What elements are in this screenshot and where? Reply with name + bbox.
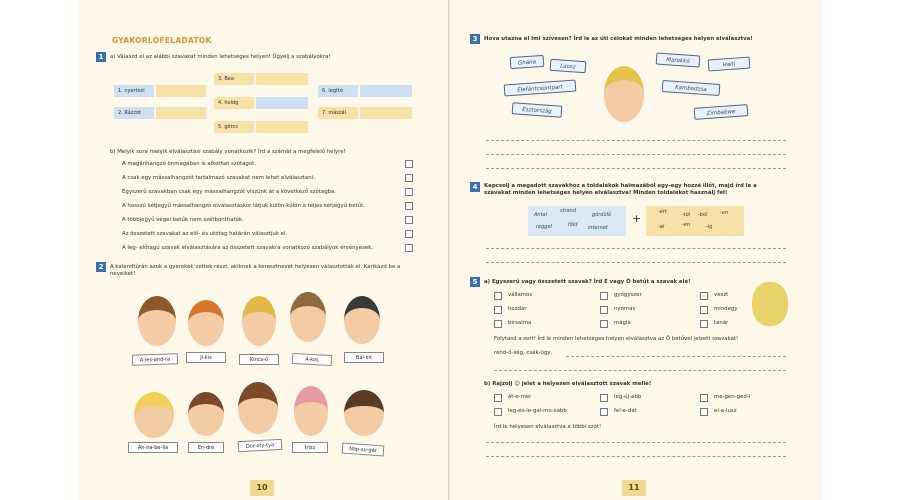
- suffix-item: -ig: [706, 224, 713, 230]
- answer-checkbox[interactable]: [494, 408, 502, 416]
- word-item: tanár: [714, 320, 729, 326]
- rule-number-box[interactable]: [405, 216, 413, 224]
- exercise-1b-instruction: b) Melyik sora melyik elválasztási szabály vonatkozik? Írd a számát a megfelelő helyre!: [110, 149, 346, 155]
- suffix-item: -ból: [698, 212, 708, 218]
- name-tag[interactable]: Ji-kis: [186, 352, 226, 363]
- child-illustration: [238, 382, 278, 434]
- child-illustration: [138, 296, 176, 346]
- rule-number-box[interactable]: [405, 230, 413, 238]
- rule-text: Az összetett szavakat az elő- és utótag határán választjuk el.: [122, 231, 288, 237]
- word-box: 4. holdg: [214, 97, 254, 109]
- answer-line[interactable]: [486, 140, 786, 141]
- answer-checkbox[interactable]: [600, 320, 608, 328]
- answer-checkbox[interactable]: [494, 292, 502, 300]
- rule-number-box[interactable]: [405, 188, 413, 196]
- word-item: föld: [568, 222, 578, 228]
- word-item: vállamos: [508, 292, 533, 298]
- left-page: [78, 0, 450, 500]
- exercise-2-number: 2: [96, 262, 106, 272]
- rule-text: Egyszerű szavakban csak egy mássalhangzót viszünk át a következő szótagba.: [122, 189, 337, 195]
- rule-number-box[interactable]: [405, 160, 413, 168]
- name-tag[interactable]: Dor-oty-tya: [238, 439, 283, 452]
- exercise-5a-instruction: a) Egyszerű vagy összetett szavak? Írd E vagy Ö betűt a szavak elé!: [484, 279, 691, 285]
- destination-banner: Marokkó: [656, 52, 701, 67]
- destination-banner: Észtország: [512, 102, 563, 117]
- suffix-item: -ért: [658, 209, 667, 215]
- answer-checkbox[interactable]: [600, 306, 608, 314]
- answer-checkbox[interactable]: [700, 320, 708, 328]
- rule-number-box[interactable]: [405, 244, 413, 252]
- name-tag[interactable]: Bál-int: [344, 352, 384, 363]
- suffix-item: -al: [658, 224, 665, 230]
- right-page: [450, 0, 822, 500]
- rule-number-box[interactable]: [405, 202, 413, 210]
- rule-text: A csak egy mássalhangzót tartalmazó szavakat nem lehet elválasztani.: [122, 175, 315, 181]
- exercise-5b-instruction: b) Rajzolj ☺ jelet a helyesen elválasztott szavak mellé!: [484, 381, 652, 387]
- destination-banner: Laosz: [550, 59, 587, 73]
- name-tag[interactable]: Á-kos: [292, 353, 333, 366]
- destination-banner: Kambodzsa: [662, 80, 721, 96]
- answer-checkbox[interactable]: [700, 394, 708, 402]
- destination-banner: Ghána: [510, 55, 545, 69]
- destination-banner: Elefántcsontpart: [504, 80, 577, 97]
- answer-checkbox[interactable]: [700, 408, 708, 416]
- word-item: mágia: [614, 320, 631, 326]
- section-title: GYAKORLÓFELADATOK: [112, 36, 212, 45]
- exercise-4-instruction: Kapcsolj a megadott szavakhoz a toldalékok halmazából egy-egy hozzá illőt, majd írd le a szavakat minden lehetséges helyen elválasztva! Minden toldalékot használj fel!: [484, 183, 757, 196]
- word-item: fel-e-dat: [614, 408, 637, 414]
- name-tag[interactable]: A-les-and-ra: [132, 353, 178, 366]
- exercise-4-number: 4: [470, 182, 480, 192]
- child-illustration: [344, 390, 384, 436]
- word-item: nyomás: [614, 306, 636, 312]
- answer-checkbox[interactable]: [600, 292, 608, 300]
- child-illustration: [188, 300, 224, 346]
- exercise-1a-instruction: a) Válaszd el az alábbi szavakat minden lehetséges helyen! Ügyelj a szabályokra!: [110, 54, 331, 60]
- word-item: gördülő: [592, 212, 612, 218]
- answer-checkbox[interactable]: [700, 306, 708, 314]
- exercise-1-number: 1: [96, 52, 106, 62]
- child-illustration: [242, 296, 276, 346]
- word-item: leg-új-abb: [614, 394, 642, 400]
- answer-line[interactable]: [486, 248, 786, 249]
- name-tag[interactable]: En-dre: [188, 442, 224, 453]
- suffix-item: -tól: [682, 212, 691, 218]
- page-number: 10: [250, 480, 274, 496]
- answer-box[interactable]: [360, 85, 412, 97]
- answer-checkbox[interactable]: [494, 306, 502, 314]
- apple-illustration: [752, 282, 788, 326]
- exercise-3-instruction: Hova utazna el Imi szívesen? Írd le az úti célokat minden lehetséges helyen elválasztva!: [484, 36, 753, 42]
- answer-box[interactable]: [156, 107, 206, 119]
- child-illustration: [290, 292, 326, 342]
- answer-checkbox[interactable]: [600, 394, 608, 402]
- word-box: 3. Bea: [214, 73, 254, 85]
- word-box: 1. nyertezi: [114, 85, 154, 97]
- answer-line[interactable]: [566, 356, 786, 357]
- word-box: 6. legttó: [318, 85, 358, 97]
- suffix-item: -en: [682, 222, 691, 228]
- answer-line[interactable]: [486, 456, 786, 457]
- exercise-5-number: 5: [470, 277, 480, 287]
- page-number: 11: [622, 480, 646, 496]
- word-box: 7. mászál: [318, 107, 358, 119]
- answer-box[interactable]: [360, 107, 412, 119]
- boy-illustration: [604, 66, 644, 122]
- answer-box[interactable]: [256, 73, 308, 85]
- word-item: mindegy: [714, 306, 738, 312]
- rule-text: A többjegyű végei betűk nem szétbonthatók.: [122, 217, 244, 223]
- plus-sign: +: [632, 212, 642, 225]
- rule-text: A hosszú kétjegyű mássalhangzó elválasztáskor látjuk külön-külön a teljes kétjegyű betűt.: [122, 203, 365, 209]
- answer-line[interactable]: [494, 370, 786, 371]
- word-item: me-gen-ged-i: [714, 394, 751, 400]
- name-tag[interactable]: An-na-be-lla: [128, 442, 178, 453]
- word-set-box: [528, 206, 626, 236]
- answer-line[interactable]: [486, 442, 786, 443]
- exercise-5b-follow-text: Írd le helyesen elválasztva a többi szót!: [494, 424, 602, 430]
- word-item: gyógyszer: [614, 292, 642, 298]
- destination-banner: Zimbabwe: [694, 104, 749, 120]
- child-illustration: [134, 392, 174, 438]
- word-item: internet: [588, 225, 608, 231]
- rule-number-box[interactable]: [405, 174, 413, 182]
- answer-checkbox[interactable]: [494, 394, 502, 402]
- word-item: hozdár: [508, 306, 527, 312]
- word-item: leg-es-le-gal-mo-sabb: [508, 408, 567, 414]
- word-item: Antal: [534, 212, 548, 218]
- name-tag[interactable]: Írisz: [292, 442, 328, 453]
- rule-text: A leg- előtagú szavak elválasztására az összetett szavakra vonatkozó szabályok érvényesek.: [122, 245, 374, 251]
- answer-checkbox[interactable]: [600, 408, 608, 416]
- exercise-3-number: 3: [470, 34, 480, 44]
- name-tag[interactable]: Kincs-ő: [239, 354, 279, 365]
- exercise-2-instruction: A kalandtúrán azok a gyerekek vettek részt, akiknek a keresztnevét helyesen választották el. Karikázd be a neveiket!: [110, 264, 401, 277]
- word-item: el-a-lusz: [714, 408, 737, 414]
- destination-banner: Haiti: [708, 57, 751, 72]
- child-illustration: [294, 386, 328, 436]
- answer-box[interactable]: [156, 85, 206, 97]
- suffix-item: -on: [720, 210, 729, 216]
- answer-line[interactable]: [486, 168, 786, 169]
- word-box: 2. Rázzot: [114, 107, 154, 119]
- rule-text: A magánhangzó önmagában is alkothat szótagot.: [122, 161, 256, 167]
- word-item: veszt: [714, 292, 729, 298]
- name-tag[interactable]: Nap-su-gár: [342, 443, 385, 457]
- exercise-5a-follow-text: Folytasd a sort! Írd le minden lehetséges helyen elválasztva az Ö betűvel jelzett szavakat!: [494, 336, 739, 342]
- word-item: át-e-mel: [508, 394, 531, 400]
- word-box: 5. görcs: [214, 121, 254, 133]
- answer-checkbox[interactable]: [700, 292, 708, 300]
- word-item: birsalma: [508, 320, 532, 326]
- word-item: strand: [560, 208, 577, 214]
- answer-line[interactable]: [486, 262, 786, 263]
- word-item: reggel: [536, 224, 552, 230]
- answer-line[interactable]: [486, 154, 786, 155]
- child-illustration: [188, 392, 224, 436]
- answer-box[interactable]: [256, 121, 308, 133]
- child-illustration: [344, 296, 380, 344]
- example-text: rend-ő-ség, csak-ügy,: [494, 350, 553, 356]
- answer-box[interactable]: [256, 97, 308, 109]
- answer-checkbox[interactable]: [494, 320, 502, 328]
